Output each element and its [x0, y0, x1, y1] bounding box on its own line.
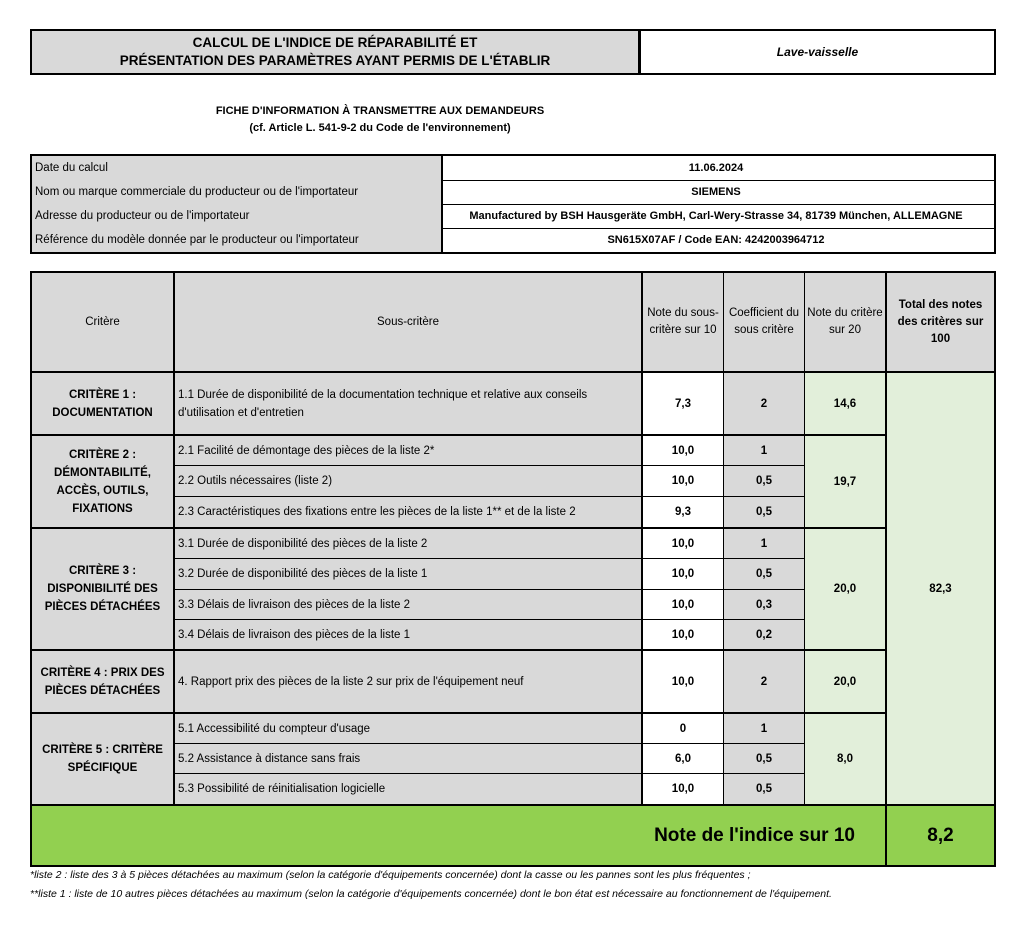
coef-4: 2: [724, 651, 804, 712]
grid-line: [175, 773, 805, 774]
sub-criterion-3-1: 3.1 Durée de disponibilité des pièces de la liste 2: [175, 529, 644, 558]
sub-criterion-2-1: 2.1 Facilité de démontage des pièces de la liste 2*: [175, 436, 644, 465]
info-row-reference: [32, 228, 994, 252]
critere-3: CRITÈRE 3 : DISPONIBILITÉ DES PIÈCES DÉTACHÉES: [32, 529, 173, 649]
footnote-liste-1: **liste 1 : liste de 10 autres pièces détachées au maximum (selon la catégorie d'équipements concernée) dont le bon état est nécessaire au fonctionnement de l'équipement.: [30, 888, 832, 900]
note-2-2: 10,0: [643, 466, 723, 496]
coef-3-2: 0,5: [724, 559, 804, 589]
grid-line: [175, 496, 805, 497]
note-5-1: 0: [643, 714, 723, 743]
critere-2-note: 19,7: [805, 436, 885, 527]
grid-line: [175, 743, 805, 744]
sub-criterion-5-1: 5.1 Accessibilité du compteur d'usage: [175, 714, 644, 743]
grid-line: [32, 434, 885, 436]
repairability-table: [30, 271, 996, 867]
info-value: 11.06.2024: [688, 162, 744, 174]
title-line-1: CALCUL DE L'INDICE DE RÉPARABILITÉ ET: [192, 35, 478, 50]
note-3-4: 10,0: [643, 620, 723, 649]
coef-2-2: 0,5: [724, 466, 804, 496]
critere-4-note: 20,0: [805, 651, 885, 712]
info-row-date: [32, 156, 994, 181]
grid-line: [32, 649, 885, 651]
sub-criterion-2-3: 2.3 Caractéristiques des fixations entre les pièces de la liste 1** et de la liste 2: [175, 497, 644, 527]
product-type: Lave-vaisselle: [640, 29, 996, 75]
fiche-line-2: (cf. Article L. 541-9-2 du Code de l'environnement): [249, 122, 511, 134]
grid-line: [175, 558, 805, 559]
critere-4: CRITÈRE 4 : PRIX DES PIÈCES DÉTACHÉES: [32, 651, 173, 712]
grid-line: [32, 371, 994, 373]
coef-3-4: 0,2: [724, 620, 804, 649]
final-score-label: Note de l'indice sur 10: [654, 824, 855, 846]
grid-line: [804, 273, 805, 804]
grid-line: [175, 619, 805, 620]
sub-criterion-3-4: 3.4 Délais de livraison des pièces de la liste 1: [175, 620, 644, 649]
note-2-1: 10,0: [643, 436, 723, 465]
critere-1-note: 14,6: [805, 373, 885, 434]
critere-5: CRITÈRE 5 : CRITÈRE SPÉCIFIQUE: [32, 714, 173, 804]
note-5-2: 6,0: [643, 744, 723, 773]
coef-2-3: 0,5: [724, 497, 804, 527]
coef-5-2: 0,5: [724, 744, 804, 773]
sub-criterion-1-1: 1.1 Durée de disponibilité de la documentation technique et relative aux conseils d'utilisation et d'entretien: [175, 373, 644, 434]
info-label: Référence du modèle donnée par le producteur ou l'importateur: [32, 228, 443, 252]
fiche-line-1: FICHE D'INFORMATION À TRANSMETTRE AUX DEMANDEURS: [215, 105, 545, 117]
coef-5-1: 1: [724, 714, 804, 743]
sub-criterion-4: 4. Rapport prix des pièces de la liste 2 sur prix de l'équipement neuf: [175, 651, 644, 712]
critere-5-note: 8,0: [805, 714, 885, 804]
header-sous-critere: Sous-critère: [175, 273, 641, 371]
info-value: Manufactured by BSH Hausgeräte GmbH, Carl-Wery-Strasse 34, 81739 München, ALLEMAGNE: [469, 210, 963, 222]
info-table: [30, 154, 996, 254]
note-3-2: 10,0: [643, 559, 723, 589]
sub-criterion-5-3: 5.3 Possibilité de réinitialisation logicielle: [175, 774, 644, 804]
grid-line: [885, 273, 887, 865]
document-title: [30, 29, 640, 75]
grid-line: [32, 804, 994, 806]
grid-line: [723, 273, 724, 804]
info-value: SIEMENS: [691, 186, 741, 198]
coef-2-1: 1: [724, 436, 804, 465]
note-3-1: 10,0: [643, 529, 723, 558]
critere-1: CRITÈRE 1 : DOCUMENTATION: [32, 373, 173, 434]
critere-3-note: 20,0: [805, 529, 885, 649]
info-label: Date du calcul: [32, 156, 443, 180]
final-score-value: 8,2: [927, 824, 954, 846]
header-note-sous-critere: Note du sous-critère sur 10: [643, 273, 723, 371]
grid-line: [175, 589, 805, 590]
info-label: Adresse du producteur ou de l'importateur: [32, 204, 443, 228]
header-coefficient: Coefficient du sous critère: [724, 273, 804, 371]
info-label: Nom ou marque commerciale du producteur ou de l'importateur: [32, 180, 443, 204]
coef-1-1: 2: [724, 373, 804, 434]
info-value: SN615X07AF / Code EAN: 4242003964712: [607, 234, 825, 246]
sub-criterion-3-3: 3.3 Délais de livraison des pièces de la liste 2: [175, 590, 644, 619]
grid-line: [641, 273, 643, 804]
sub-criterion-5-2: 5.2 Assistance à distance sans frais: [175, 744, 644, 773]
coef-3-1: 1: [724, 529, 804, 558]
note-4: 10,0: [643, 651, 723, 712]
coef-5-3: 0,5: [724, 774, 804, 804]
coef-3-3: 0,3: [724, 590, 804, 619]
total-score: 82,3: [887, 373, 994, 804]
footnote-liste-2: *liste 2 : liste des 3 à 5 pièces détachées au maximum (selon la catégorie d'équipements concernée) dont la casse ou les pannes sont les plus fréquentes ;: [30, 869, 751, 881]
grid-line: [32, 527, 885, 529]
note-1-1: 7,3: [643, 373, 723, 434]
fiche-heading: [150, 103, 610, 137]
sub-criterion-2-2: 2.2 Outils nécessaires (liste 2): [175, 466, 644, 496]
note-2-3: 9,3: [643, 497, 723, 527]
header-note-critere: Note du critère sur 20: [805, 273, 885, 371]
grid-line: [32, 712, 885, 714]
grid-line: [173, 273, 175, 804]
note-3-3: 10,0: [643, 590, 723, 619]
header-critere: Critère: [32, 273, 173, 371]
title-line-2: PRÉSENTATION DES PARAMÈTRES AYANT PERMIS DE L'ÉTABLIR: [119, 53, 551, 68]
info-row-brand: [32, 180, 994, 205]
grid-line: [175, 465, 805, 466]
note-5-3: 10,0: [643, 774, 723, 804]
header-total: Total des notes des critères sur 100: [887, 273, 994, 371]
critere-2: CRITÈRE 2 : DÉMONTABILITÉ, ACCÈS, OUTILS, FIXATIONS: [32, 436, 173, 527]
sub-criterion-3-2: 3.2 Durée de disponibilité des pièces de la liste 1: [175, 559, 644, 589]
info-row-address: [32, 204, 994, 229]
